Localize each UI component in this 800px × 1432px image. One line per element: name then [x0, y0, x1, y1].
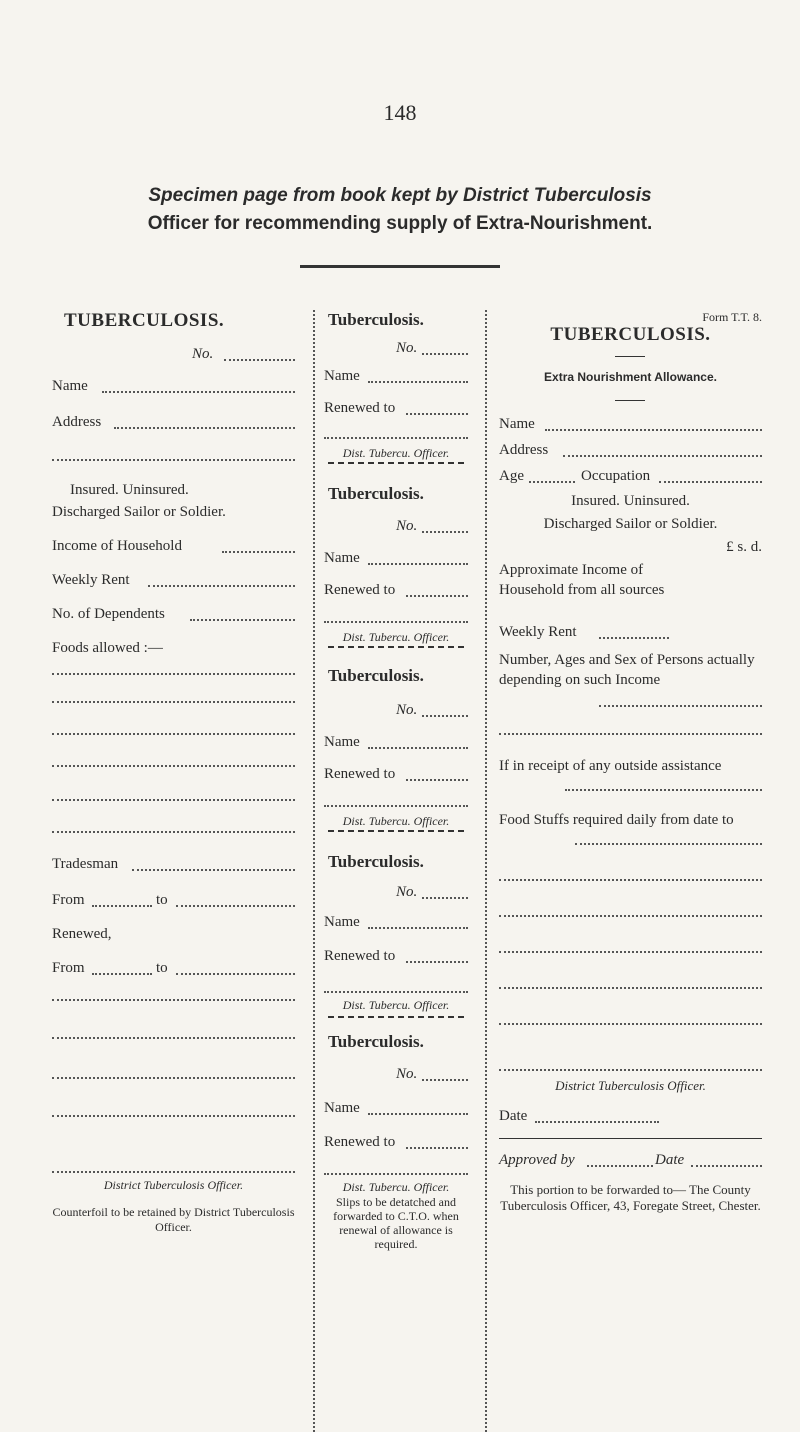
form-occupation-field[interactable]	[659, 481, 762, 483]
counterfoil-signature: District Tuberculosis Officer.	[103, 1178, 244, 1192]
slip-3-signature: Dist. Tubercu. Officer.	[342, 814, 450, 828]
form-assistance: If in receipt of any outside assistance	[499, 758, 722, 774]
slip-1-no-field[interactable]	[422, 353, 468, 355]
counterfoil-title: TUBERCULOSIS.	[64, 310, 225, 331]
counterfoil-discharged: Discharged Sailor or Soldier.	[52, 504, 226, 520]
form-age-field[interactable]	[529, 481, 575, 483]
slip-1-no-label: No.	[396, 340, 418, 356]
form-name-label: Name	[499, 416, 535, 432]
form-currency-header: £ s. d.	[726, 539, 762, 555]
counterfoil-name-label: Name	[52, 378, 88, 394]
form-date-label: Date	[499, 1108, 528, 1124]
slip-2-signature-line[interactable]	[324, 621, 468, 623]
form-signature: District Tuberculosis Officer.	[555, 1078, 706, 1093]
counterfoil-renewed-to-field[interactable]	[176, 973, 295, 975]
form-date-field[interactable]	[535, 1121, 659, 1123]
slip-1-signature: Dist. Tubercu. Officer.	[342, 446, 450, 460]
counterfoil-foods-line-1[interactable]	[52, 673, 295, 675]
counterfoil-name-field[interactable]	[102, 391, 295, 393]
form-approved-field[interactable]	[587, 1165, 653, 1167]
heading-rule	[300, 265, 500, 268]
counterfoil-note: Counterfoil to be retained by District Tuberculosis Officer.	[52, 1205, 295, 1234]
slip-1-renewed-label: Renewed to	[324, 400, 396, 416]
slip-2-no-field[interactable]	[422, 531, 468, 533]
form-approved-date-label: Date	[655, 1152, 685, 1168]
counterfoil-renewed-from-field[interactable]	[92, 973, 152, 975]
form-insured: Insured. Uninsured.	[571, 493, 690, 509]
counterfoil-renewed-to-label: to	[156, 960, 168, 976]
form-age-label: Age	[499, 468, 524, 484]
slip-4-signature: Dist. Tubercu. Officer.	[342, 998, 450, 1012]
slip-4-renewed-label: Renewed to	[324, 948, 396, 964]
slip-2-name-field[interactable]	[368, 563, 468, 565]
form-persons-field-2[interactable]	[499, 733, 762, 735]
slip-5-no-field[interactable]	[422, 1079, 468, 1081]
form-foods-line-4[interactable]	[499, 987, 762, 989]
slip-3-renewed-field[interactable]	[406, 779, 468, 781]
slip-2-renewed-label: Renewed to	[324, 582, 396, 598]
slip-3-no-label: No.	[396, 702, 418, 718]
form-number: Form T.T. 8.	[702, 310, 762, 324]
counterfoil-foods-line-3[interactable]	[52, 733, 295, 735]
counterfoil-address-field-2[interactable]	[52, 459, 295, 461]
heading-line-2: Officer for recommending supply of Extra-Nourishment.	[147, 213, 653, 234]
counterfoil-extra-line-2[interactable]	[52, 1037, 295, 1039]
slip-1-cut-line	[328, 462, 464, 464]
slip-1-renewed-field[interactable]	[406, 413, 468, 415]
form-foods-line-1[interactable]	[499, 879, 762, 881]
slip-2-renewed-field[interactable]	[406, 595, 468, 597]
counterfoil-from-field[interactable]	[92, 905, 152, 907]
slip-2-no-label: No.	[396, 518, 418, 534]
form-foods-line-5[interactable]	[499, 1023, 762, 1025]
counterfoil-to-label: to	[156, 892, 168, 908]
slip-3-no-field[interactable]	[422, 715, 468, 717]
form-subtitle-rule	[615, 400, 645, 401]
form-foods-line-3[interactable]	[499, 951, 762, 953]
form-discharged: Discharged Sailor or Soldier.	[543, 516, 718, 532]
slip-3-cut-line	[328, 830, 464, 832]
form-approval-rule	[499, 1138, 762, 1139]
form-foods-date-field[interactable]	[575, 843, 762, 845]
slip-4-cut-line	[328, 1016, 464, 1018]
form-note: This portion to be forwarded to— The County Tuberculosis Officer, 43, Foregate Street, Chester.	[500, 1182, 761, 1213]
counterfoil-income-label: Income of Household	[52, 538, 182, 554]
form-address-label: Address	[499, 442, 549, 458]
form-name-field[interactable]	[545, 429, 762, 431]
slip-2-name-label: Name	[324, 550, 360, 566]
slip-4-no-field[interactable]	[422, 897, 468, 899]
form-approved-label: Approved by	[499, 1152, 575, 1168]
slip-2-signature: Dist. Tubercu. Officer.	[342, 630, 450, 644]
counterfoil-foods-line-4[interactable]	[52, 765, 295, 767]
form-rent-label: Weekly Rent	[499, 624, 577, 640]
slip-1-name-field[interactable]	[368, 381, 468, 383]
slip-5-name-label: Name	[324, 1100, 360, 1116]
slip-4-no-label: No.	[396, 884, 418, 900]
counterfoil-from-label: From	[52, 892, 85, 908]
form-subtitle: Extra Nourishment Allowance.	[544, 370, 717, 384]
slip-5-signature: Dist. Tubercu. Officer.	[342, 1180, 450, 1194]
slip-5-name-field[interactable]	[368, 1113, 468, 1115]
counterfoil-tradesman-field[interactable]	[132, 869, 295, 871]
form-rent-field[interactable]	[599, 637, 669, 639]
counterfoil-renewed-label: Renewed,	[52, 926, 112, 942]
counterfoil-address-field[interactable]	[114, 427, 295, 429]
form-address-field[interactable]	[563, 455, 762, 457]
slip-4-renewed-field[interactable]	[406, 961, 468, 963]
slip-3-name-field[interactable]	[368, 747, 468, 749]
form-title-rule	[615, 356, 645, 357]
slip-2-title: Tuberculosis.	[328, 484, 424, 503]
slip-5-signature-line[interactable]	[324, 1173, 468, 1175]
slip-4-name-field[interactable]	[368, 927, 468, 929]
slip-3-signature-line[interactable]	[324, 805, 468, 807]
counterfoil-extra-line-4[interactable]	[52, 1115, 295, 1117]
form-foods-line-2[interactable]	[499, 915, 762, 917]
counterfoil-to-field[interactable]	[176, 905, 295, 907]
form-foods: Food Stuffs required daily from date to	[499, 812, 734, 828]
slip-3-renewed-label: Renewed to	[324, 766, 396, 782]
slip-4-name-label: Name	[324, 914, 360, 930]
page-heading	[0, 182, 800, 238]
slip-5-title: Tuberculosis.	[328, 1032, 424, 1051]
counterfoil-tradesman-label: Tradesman	[52, 856, 119, 872]
page-number: 148	[383, 100, 417, 125]
counterfoil-no-field[interactable]	[224, 359, 295, 361]
form-title: TUBERCULOSIS.	[550, 324, 711, 345]
counterfoil-address-label: Address	[52, 414, 102, 430]
form-occupation-label: Occupation	[581, 468, 651, 484]
slip-5-no-label: No.	[396, 1066, 418, 1082]
counterfoil-foods-line-2[interactable]	[52, 701, 295, 703]
counterfoil-renewed-from-label: From	[52, 960, 85, 976]
counterfoil-signature-line[interactable]	[52, 1171, 295, 1173]
counterfoil-no-label: No.	[192, 346, 214, 362]
counterfoil-extra-line-1[interactable]	[52, 999, 295, 1001]
slips-note: Slips to be detatched and forwarded to C.T.O. when renewal of allowance is required.	[333, 1195, 459, 1251]
slip-2-cut-line	[328, 646, 464, 648]
counterfoil-foods-line-6[interactable]	[52, 831, 295, 833]
counterfoil-rent-label: Weekly Rent	[52, 572, 130, 588]
form-persons: Number, Ages and Sex of Persons actually depending on such Income	[499, 652, 755, 688]
counterfoil-rent-field[interactable]	[148, 585, 295, 587]
slip-1-name-label: Name	[324, 368, 360, 384]
counterfoil-dependents-label: No. of Dependents	[52, 606, 165, 622]
perforation-line-2	[485, 310, 487, 1432]
form-persons-field[interactable]	[599, 705, 762, 707]
slip-4-signature-line[interactable]	[324, 991, 468, 993]
perforation-line-1	[313, 310, 315, 1432]
counterfoil-foods-line-5[interactable]	[52, 799, 295, 801]
slip-1-title: Tuberculosis.	[328, 310, 424, 329]
slip-5-renewed-label: Renewed to	[324, 1134, 396, 1150]
counterfoil-extra-line-3[interactable]	[52, 1077, 295, 1079]
counterfoil-dependents-field[interactable]	[190, 619, 295, 621]
counterfoil-income-field[interactable]	[222, 551, 295, 553]
slip-5-renewed-field[interactable]	[406, 1147, 468, 1149]
slip-1-signature-line[interactable]	[324, 437, 468, 439]
form-assistance-field[interactable]	[565, 789, 762, 791]
form-approx-income: Approximate Income of Household from all sources	[499, 562, 665, 598]
slip-3-name-label: Name	[324, 734, 360, 750]
heading-line-1: Specimen page from book kept by District Tuberculosis	[148, 185, 652, 206]
form-approved-date-field[interactable]	[691, 1165, 762, 1167]
slip-3-title: Tuberculosis.	[328, 666, 424, 685]
counterfoil-foods-label: Foods allowed :—	[52, 640, 163, 656]
counterfoil-insured: Insured. Uninsured.	[70, 482, 189, 498]
form-signature-line[interactable]	[499, 1069, 762, 1071]
slip-4-title: Tuberculosis.	[328, 852, 424, 871]
